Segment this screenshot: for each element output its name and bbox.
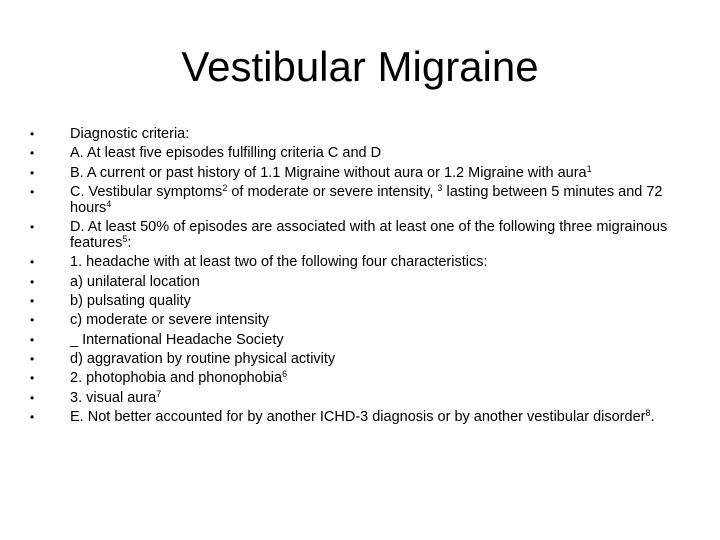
bullet-item	[30, 184, 690, 216]
bullet-item	[30, 145, 690, 161]
footnote-marker: 7	[156, 388, 162, 399]
footnote-marker: 6	[282, 369, 288, 380]
bullet-marker: •	[30, 409, 35, 424]
bullet-text: C. Vestibular symptoms	[70, 183, 223, 200]
bullet-text: A. At least five episodes fulfilling criteria C and D	[70, 145, 382, 162]
bullet-text: _ International Headache Society	[70, 331, 284, 348]
bullet-item	[30, 219, 690, 251]
bullet-list	[30, 126, 690, 428]
bullet-marker: •	[30, 332, 35, 347]
bullet-text: B. A current or past history of 1.1 Migraine without aura or 1.2 Migraine with aura	[70, 164, 587, 181]
footnote-marker: 4	[106, 198, 112, 209]
bullet-text: of moderate or severe intensity,	[227, 183, 438, 200]
bullet-item	[30, 293, 690, 309]
bullet-item	[30, 254, 690, 270]
bullet-item	[30, 370, 690, 386]
footnote-marker: 1	[586, 163, 592, 174]
bullet-text: 1. headache with at least two of the following four characteristics:	[70, 254, 488, 271]
bullet-marker: •	[30, 127, 35, 141]
bullet-text: b) pulsating quality	[70, 293, 191, 310]
bullet-marker: •	[30, 165, 35, 180]
bullet-item	[30, 332, 690, 348]
bullet-marker: •	[30, 390, 35, 405]
bullet-text: a) unilateral location	[70, 273, 200, 290]
bullet-text: lasting between 5 minutes and 72 hours	[70, 183, 663, 216]
bullet-text: E. Not better accounted for by another ICHD-3 diagnosis or by another vestibular disorder	[70, 408, 646, 425]
bullet-marker: •	[30, 313, 35, 328]
bullet-item	[30, 165, 690, 181]
bullet-text: 3. visual aura	[70, 389, 157, 406]
bullet-text: c) moderate or severe intensity	[70, 312, 270, 329]
bullet-text: D. At least 50% of episodes are associated with at least one of the following three migrainous features	[70, 219, 668, 252]
bullet-marker: •	[30, 294, 35, 309]
bullet-marker: •	[30, 146, 35, 161]
bullet-item	[30, 351, 690, 367]
bullet-text: :	[127, 235, 132, 252]
bullet-marker: •	[30, 274, 35, 289]
bullet-text: Diagnostic criteria:	[70, 126, 190, 142]
bullet-marker: •	[30, 351, 35, 366]
bullet-text: d) aggravation by routine physical activity	[70, 350, 336, 367]
bullet-item	[30, 312, 690, 328]
bullet-item	[30, 390, 690, 406]
bullet-text: .	[650, 408, 655, 425]
bullet-item	[30, 274, 690, 290]
bullet-marker: •	[30, 184, 35, 199]
footnote-marker: 3	[437, 182, 443, 193]
bullet-marker: •	[30, 255, 35, 270]
bullet-text: 2. photophobia and phonophobia	[70, 370, 283, 387]
footnote-marker: 5	[122, 234, 128, 245]
slide-title: Vestibular Migraine	[181, 43, 539, 90]
footnote-marker: 2	[222, 182, 228, 193]
bullet-marker: •	[30, 371, 35, 386]
bullet-item	[30, 409, 690, 425]
bullet-item	[30, 126, 690, 142]
bullet-marker: •	[30, 220, 35, 235]
footnote-marker: 8	[645, 407, 651, 418]
